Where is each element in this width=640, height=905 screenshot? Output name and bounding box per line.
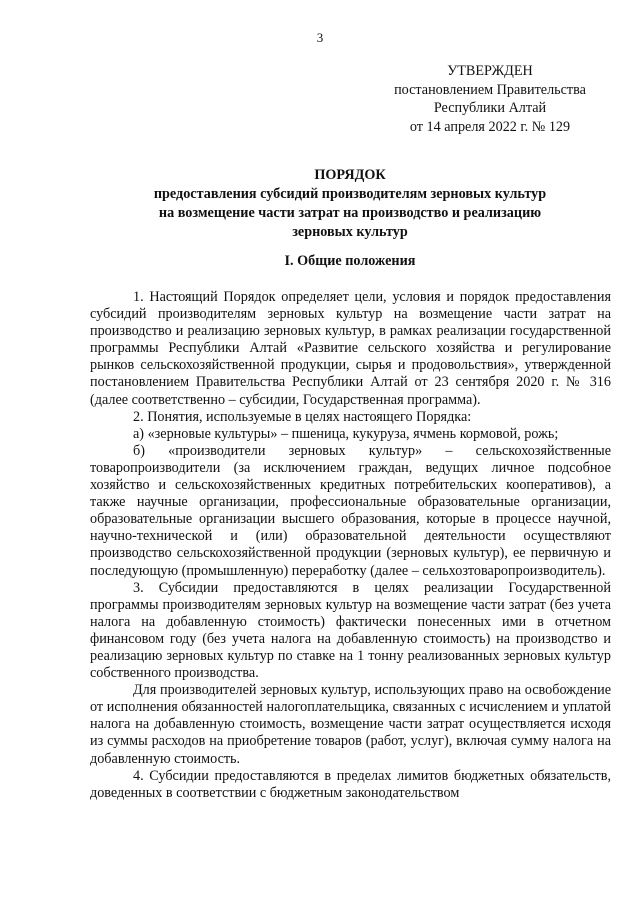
page-number: 3 — [316, 30, 324, 45]
paragraph: а) «зерновые культуры» – пшеница, кукуруза, ячмень кормовой, рожь; — [133, 425, 559, 442]
paragraph: б) «производители зерновых культур» – сельскохозяйственные товаропроизводители (за исключением граждан, ведущих личное подсобное хозяйство и сельскохозяйственных кредитных потребительских кооперативов), а также научные организации, профессиональные образовательные организации, образовательные организации высшего образования, которые в процессе научной, научно-технической и (или) образовательной деятельности осуществляют производство сельскохозяйственной продукции (зерновых культур), ее первичную и последующую (промышленную) переработку (далее – сельхозтоваропроизводитель). — [90, 442, 611, 579]
approval-line: от 14 апреля 2022 г. № 129 — [409, 118, 571, 135]
paragraph: 2. Понятия, используемые в целях настоящего Порядка: — [133, 408, 472, 425]
document-body — [90, 289, 611, 802]
paragraph: 4. Субсидии предоставляются в пределах лимитов бюджетных обязательств, доведенных в соответствии с бюджетным законодательством — [90, 767, 611, 801]
title-line: на возмещение части затрат на производство и реализацию — [158, 205, 542, 221]
title-line: предоставления субсидий производителям зерновых культур — [153, 186, 547, 202]
section-heading: I. Общие положения — [284, 253, 416, 269]
title-heading: ПОРЯДОК — [314, 167, 386, 183]
approval-line: УТВЕРЖДЕН — [447, 63, 533, 79]
paragraph: 1. Настоящий Порядок определяет цели, условия и порядок предоставления субсидий производителям зерновых культур на возмещение части затрат на производство и реализацию зерновых культур, в рамках реализации государственной программы Республики Алтай «Развитие сельского хозяйства и регулирование рынков сельскохозяйственной продукции, сырья и продовольствия», утвержденной постановлением Правительства Республики Алтай от 23 сентября 2020 г. № 316 (далее соответственно – субсидии, Государственная программа). — [90, 289, 611, 408]
title-line: зерновых культур — [292, 224, 408, 240]
approval-line: Республики Алтай — [433, 100, 547, 116]
document-title — [90, 166, 610, 242]
paragraph: 3. Субсидии предоставляются в целях реализации Государственной программы производителям зерновых культур на возмещение части затрат (без учета налога на добавленную стоимость) фактически понесенных ими в отчетном финансовом году (без учета налога на добавленную стоимость) на производство и реализацию зерновых культур по ставке на 1 тонну реализованных зерновых культур собственного производства. — [90, 579, 611, 682]
paragraph: Для производителей зерновых культур, использующих право на освобождение от исполнения обязанностей налогоплательщика, связанных с исчислением и уплатой налога на добавленную стоимость, возмещение части затрат осуществляется исходя из суммы расходов на приобретение товаров (работ, услуг), включая сумму налога на добавленную стоимость. — [90, 682, 611, 767]
approval-stamp — [360, 62, 620, 136]
approval-line: постановлением Правительства — [394, 81, 586, 98]
